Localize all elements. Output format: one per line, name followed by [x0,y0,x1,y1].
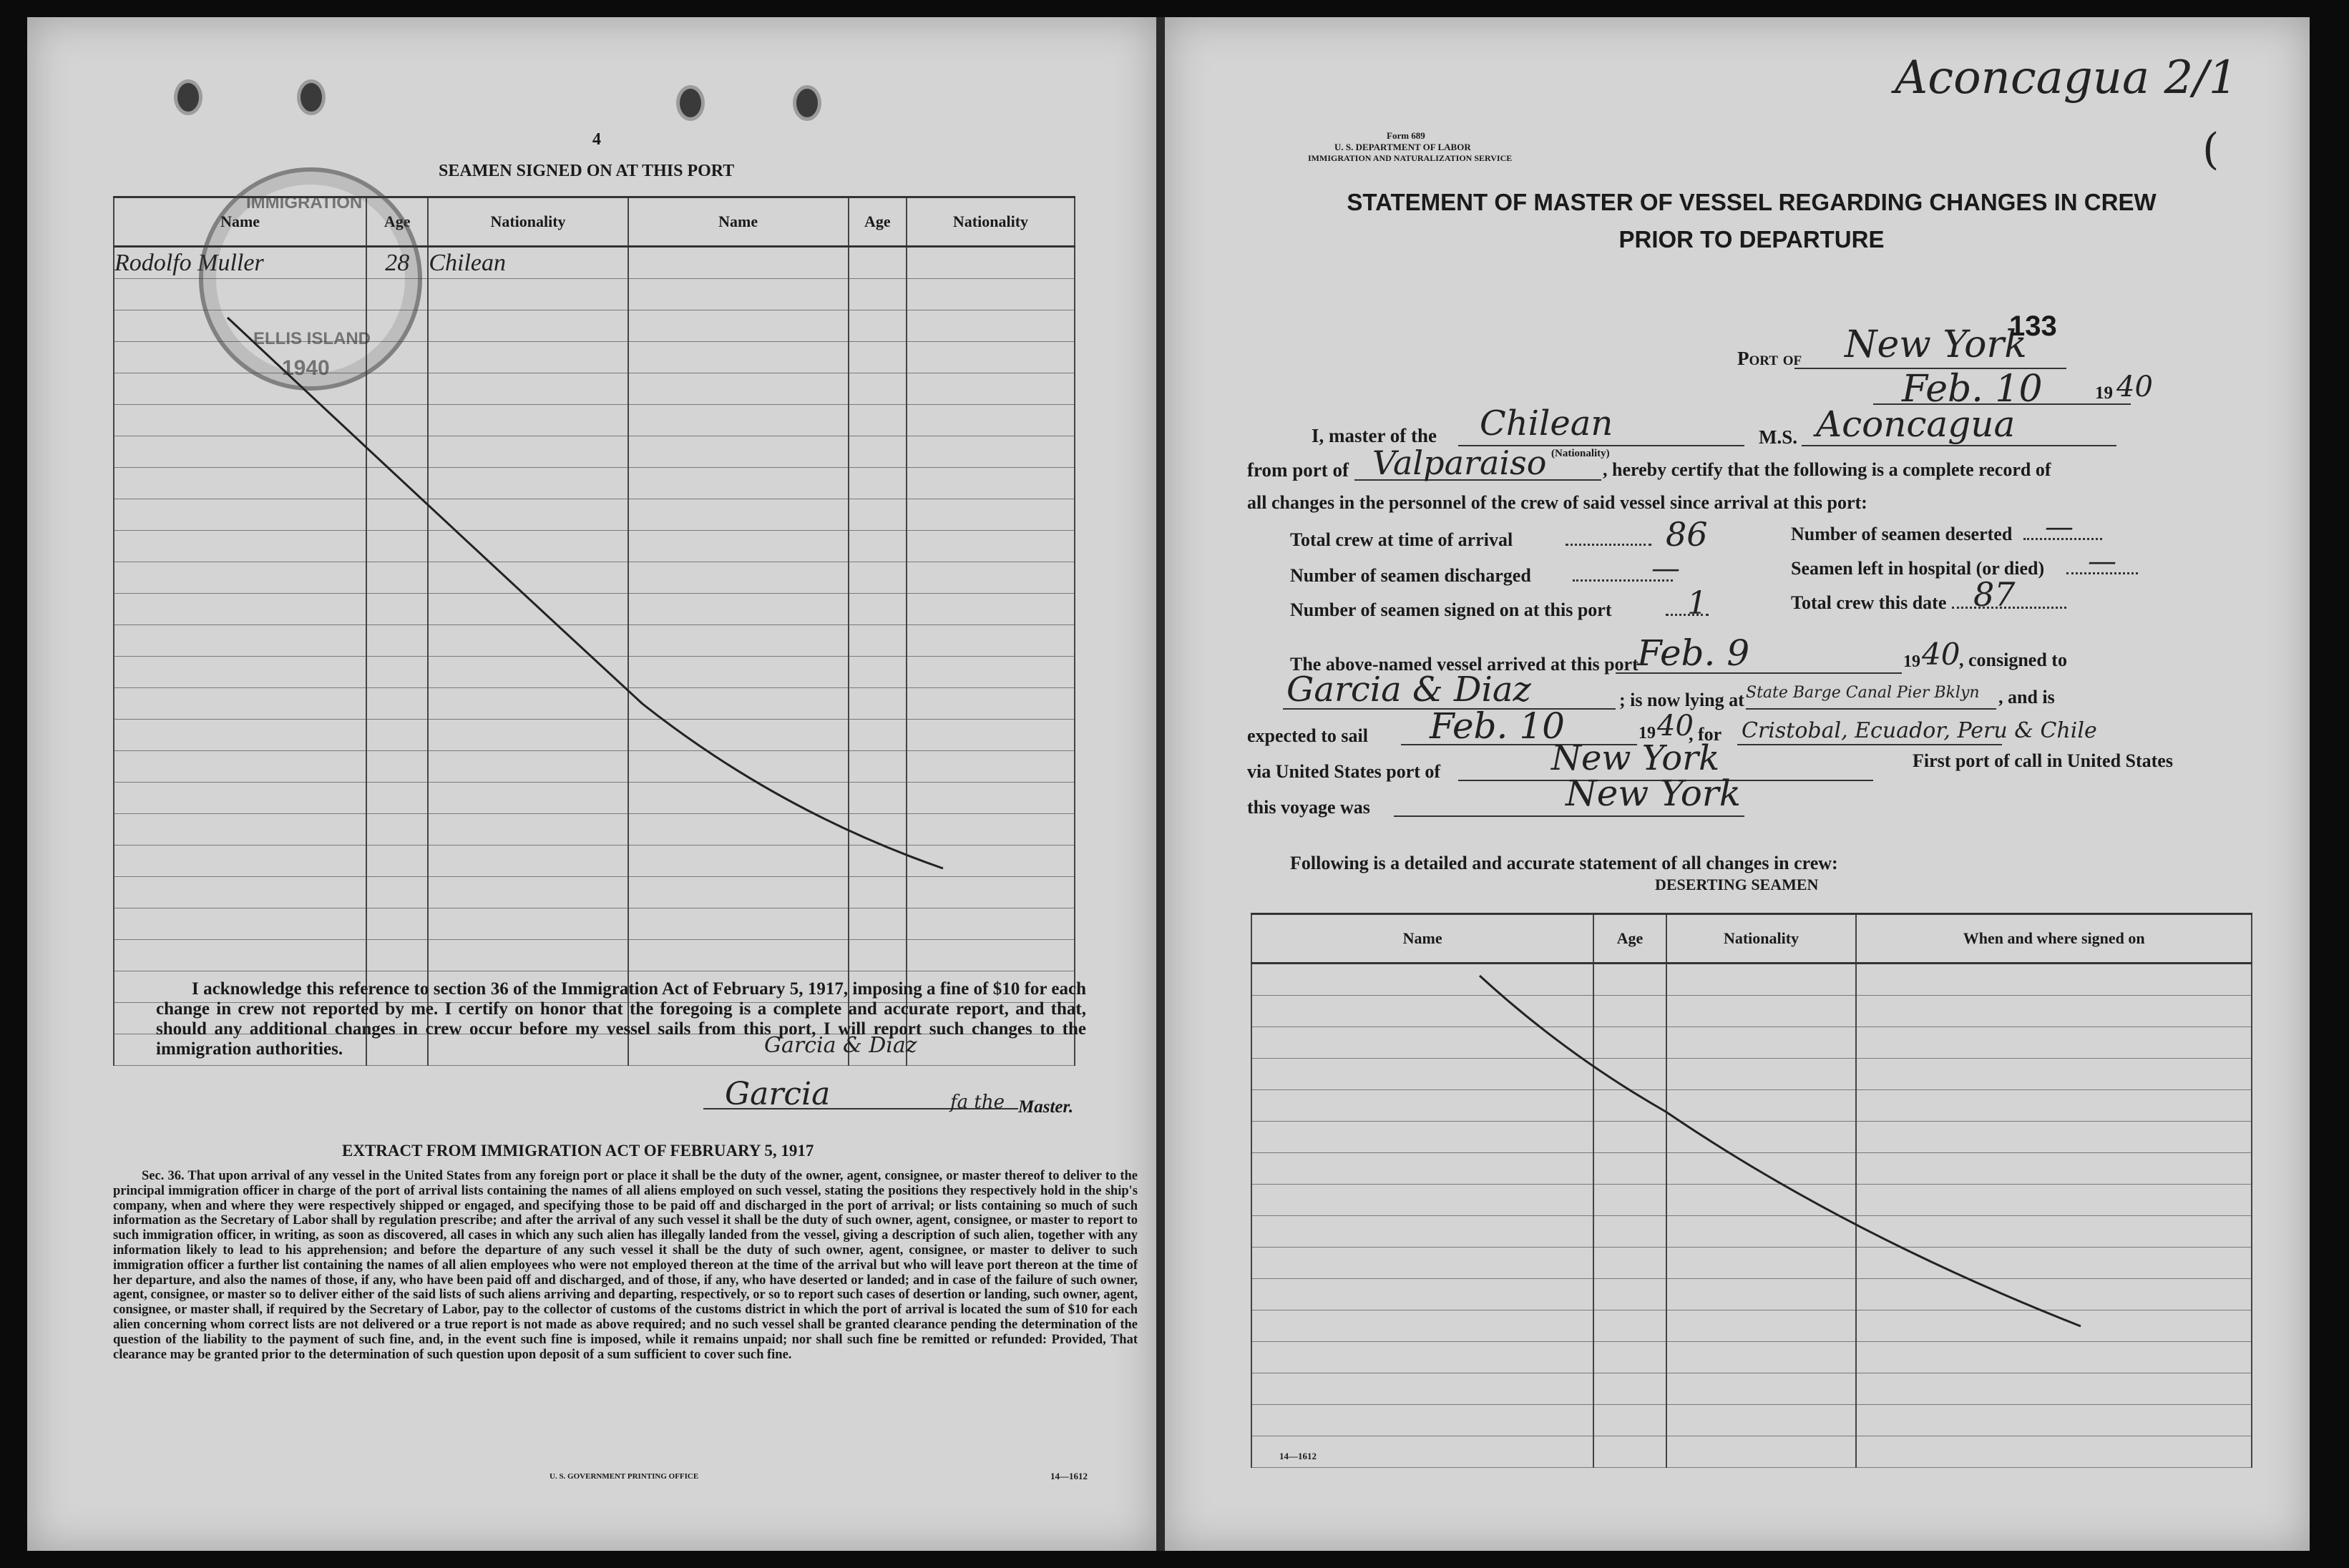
vessel-prefix: M.S. [1759,426,1797,448]
arrived-value: Feb. 9 [1637,632,1750,674]
voyage-label: this voyage was [1247,797,1370,818]
signature: Garcia [725,1076,831,1112]
section-title: SEAMEN SIGNED ON AT THIS PORT [439,162,735,180]
port-label: Port of [1737,348,1802,369]
corner-note: Aconcagua 2/1 [1895,52,2238,104]
year-value: 40 [2116,371,2153,403]
page-gutter [1156,17,1165,1551]
extract-text: Sec. 36. That upon arrival of any vessel in the United States from any foreign port or place it shall be the duty of the owner, agent, consignee, or master thereof to deliver to the principal immigration officer in charge of the port of arrival lists containing the names of all aliens employed on such vessel, stating the positions they respectively hold in the ship's company, when and where they were respectively shipped or engaged, and specifying those to be paid off and discharged in the port of arrival; or lists containing so much of such information as the Secretary of Labor shall by regulation prescribe; and after the arrival of any such vessel it shall be the duty of such owner, agent, consignee, or master to report to such immigration officer, in writing, as soon as discovered, all cases in which any such alien has illegally landed from the vessel, giving a description of such alien, together with any information likely to lead to his apprehension; and before the departure of any such vessel it shall be the duty of such owner, agent, consignee, or master to deliver to such immigration officer a further list containing the names of all alien employees who were not employed thereon at the time of the arrival but who will leave port thereon at the time of her departure, and also the names of those, if any, who have been paid off and discharged, and of those, if any, who have deserted or landed; and in case of the failure of such owner, agent, consignee, or master so to deliver either of the said lists of such aliens arriving and departing, respectively, or so to report such cases of desertion or landing, such owner, agent, consignee, or master shall, if required by the Secretary of Labor, pay to the collector of customs of the customs district in which the port of arrival is located the sum of $10 for each alien concerning whom correct lists are not delivered or a true report is not made as above required; and no such vessel shall be granted clearance pending the determination of the question of the liability to the payment of such fine, and, in the event such fine is imposed, while it remains unpaid; nor shall such fine be remitted or refunded: Provided, That clearance may be granted prior to the determination of such question upon deposit of a sum sufficient to cover such fine. [113,1169,1138,1362]
arrived-label: The above-named vessel arrived at this port [1290,654,1639,675]
lying-label: ; is now lying at [1619,690,1744,710]
cancel-line [1165,17,2310,1551]
signature-for: fa the [950,1092,1005,1113]
from-port-value: Valparaiso [1372,444,1547,482]
certify-text: , hereby certify that the following is a complete record of [1603,459,2051,480]
and-is: , and is [1998,687,2055,707]
col-name-2: Name [628,197,849,247]
printer-line: U. S. GOVERNMENT PRINTING OFFICE [550,1472,699,1481]
acknowledgement-text: I acknowledge this reference to section 36 of the Immigration Act of February 5, 1917, imposing a fine of $10 for each change in crew not reported by me. I certify on honor that the foregoing is a complete and accurate report, and that, should any additional changes in crew occur before my vessel sails from this port, I will report such changes to the immigration authorities. [156,979,1086,1059]
arrived-year-prefix: 19 [1903,652,1920,671]
deserted-label: Number of seamen deserted [1791,524,2013,544]
service: IMMIGRATION AND NATURALIZATION SERVICE [1308,153,1513,163]
sail-year: 40 [1657,710,1694,743]
from-port-label: from port of [1247,459,1349,481]
immigration-stamp: IMMIGRATION ELLIS ISLAND 1940 [199,167,422,391]
sail-year-prefix: 19 [1639,724,1656,743]
seaman-age: 28 [366,247,428,279]
deserting-title: DESERTING SEAMEN [1655,876,1819,893]
page-ref: 133 [2009,310,2057,342]
hospital-value: — [2088,545,2116,578]
form-title: STATEMENT OF MASTER OF VESSEL REGARDING CHANGES IN CREW [1347,189,2157,215]
nationality-value: Chilean [1480,403,1613,444]
seaman-nationality: Chilean [428,247,627,279]
total-crew-arrival-value: 86 [1666,515,1708,554]
deserted-value: — [2045,511,2074,544]
discharged-value: — [1651,552,1680,585]
col-age: Age [366,197,428,247]
first-port-label: First port of call in United States [1913,750,2173,771]
right-page: Aconcagua 2/1 ( Form 689 U. S. DEPARTMENT OF LABOR IMMIGRATION AND NATURALIZATION SERVICE STATEMENT OF MASTER OF VESSEL REGARDING CHANGES IN CREW PRIOR TO DEPARTURE Port of New York 133 Feb. 10 19 40 I, master of the Chilean (Nationality) M.S. Aconcagua from port of Valparaiso , hereby certify that the following is a complete record of all changes in the personnel of the crew of said vessel since arrival at this port: Total crew at time of arrival 86 Number of seamen discharged — Number of seamen signed on at this port 1 Number of seamen deserted — Seamen left in hospital (or died) — Total crew this date 87 The above-named vessel arrived at this port Feb. 9 19 40 , consigned to Garcia & Diaz ; is now lying at State Barge Canal Pier Bklyn , and is expected to sail Feb. 10 19 40 , for Cristobal, Ecuador, Peru & Chile via United States port of New York First port of call in United States this voyage was New York Following is a detailed and accurate statement of all changes in crew: DESERTING SEAMEN Name Age Nationality When and where signed on 14—1612 [1165,17,2310,1551]
hospital-label: Seamen left in hospital (or died) [1791,558,2045,579]
vessel-value: Aconcagua [1816,403,2016,445]
total-crew-arrival-label: Total crew at time of arrival [1290,529,1513,550]
col-name: Name [114,197,366,247]
agent-signature: Garcia & Diaz [764,1033,917,1058]
sail-value: Feb. 10 [1430,705,1565,747]
following-text: Following is a detailed and accurate statement of all changes in crew: [1290,853,1838,873]
extract-title: EXTRACT FROM IMMIGRATION ACT OF FEBRUARY 5, 1917 [342,1142,814,1160]
discharged-label: Number of seamen discharged [1290,565,1531,586]
total-crew-date-value: 87 [1973,575,2016,614]
signed-on-label: Number of seamen signed on at this port [1290,599,1612,620]
date-value: Feb. 10 [1902,368,2043,411]
page-number: 4 [592,130,601,149]
department: U. S. DEPARTMENT OF LABOR [1334,142,1471,152]
col-name: Name [1251,914,1593,964]
master-label: Master. [1018,1097,1074,1117]
port-value: New York [1845,323,2027,366]
nationality-caption: (Nationality) [1551,448,1610,459]
col-age-2: Age [849,197,907,247]
consignee-value: Garcia & Diaz [1286,670,1531,710]
left-page [27,17,1156,1551]
total-crew-date-label: Total crew this date [1791,592,1947,613]
via-value: New York [1551,738,1720,778]
sail-label: expected to sail [1247,725,1368,746]
col-age: Age [1593,914,1666,964]
col-nationality: Nationality [1666,914,1857,964]
form-code: 14—1612 [1050,1471,1088,1481]
signed-on-value: 1 [1687,585,1707,622]
for-label: , for [1689,724,1722,745]
col-nationality-2: Nationality [907,197,1075,247]
via-label: via United States port of [1247,761,1441,782]
col-when-where: When and where signed on [1856,914,2252,964]
col-nationality: Nationality [428,197,627,247]
changes-text: all changes in the personnel of the crew of said vessel since arrival at this port: [1247,492,1867,513]
consigned-label: , consigned to [1959,650,2067,670]
form-subtitle: PRIOR TO DEPARTURE [1618,226,1885,253]
destinations-value: Cristobal, Ecuador, Peru & Chile [1742,718,2097,743]
seaman-name: Rodolfo Muller [114,247,366,279]
arrived-year: 40 [1922,637,1960,672]
lying-value: State Barge Canal Pier Bklyn [1746,684,1980,702]
form-number: Form 689 [1387,130,1425,141]
master-intro: I, master of the [1312,425,1437,446]
year-prefix: 19 [2095,383,2113,403]
form-code: 14—1612 [1279,1451,1317,1461]
voyage-value: New York [1566,773,1741,814]
